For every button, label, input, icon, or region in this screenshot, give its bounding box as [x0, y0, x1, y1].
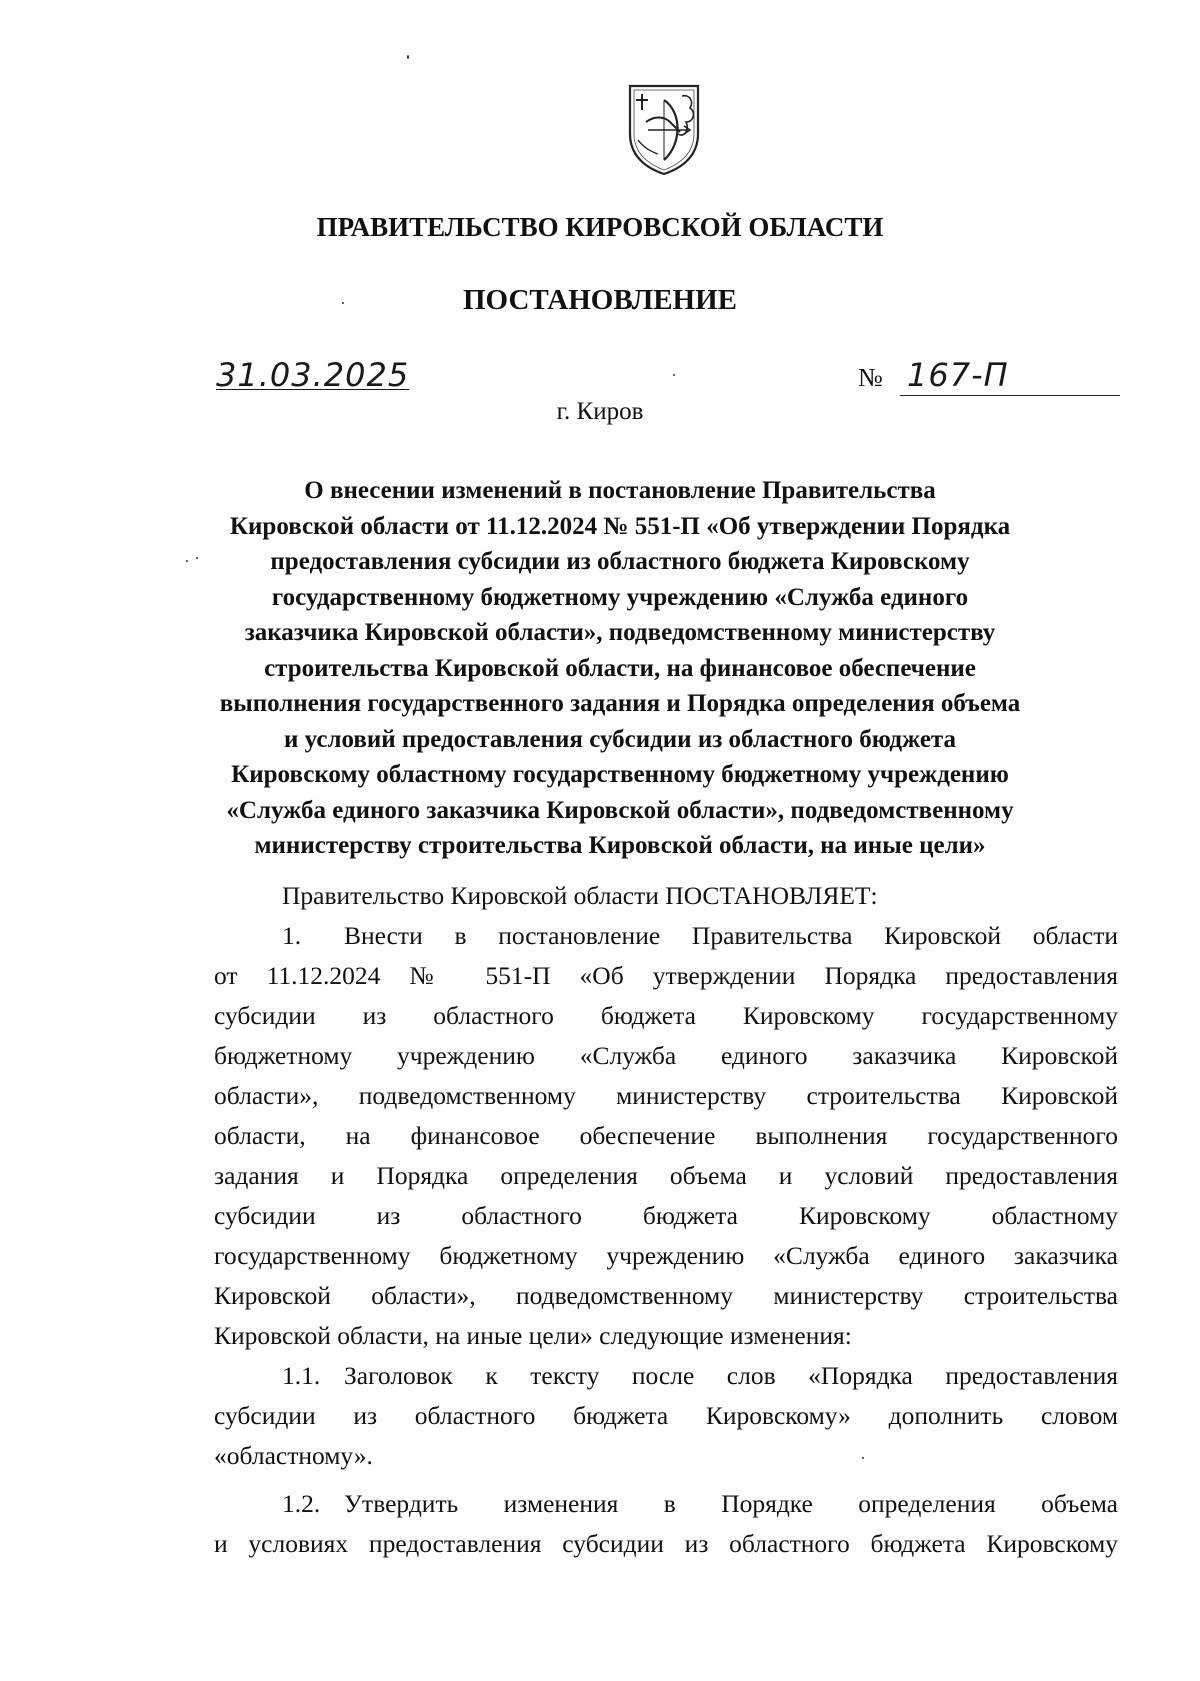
- subject-line: строительства Кировской области, на финансовое обеспечение: [264, 654, 976, 682]
- paragraph-line: Кировской области», подведомственному министерству строительства: [214, 1281, 1118, 1310]
- scan-speck: [342, 302, 344, 304]
- scan-speck: [196, 557, 198, 559]
- paragraph-line: и условиях предоставления субсидии из областного бюджета Кировскому: [214, 1529, 1118, 1558]
- document-subject: [200, 473, 1040, 864]
- paragraph-line: субсидии из областного бюджета Кировскому государственному: [214, 1001, 1118, 1030]
- subject-line: «Служба единого заказчика Кировской области», подведомственному: [226, 796, 1014, 824]
- paragraph-line: задания и Порядка определения объема и условий предоставления: [214, 1161, 1118, 1190]
- kirov-coat-of-arms-icon: [624, 82, 704, 178]
- paragraph-line: «областному».: [214, 1441, 373, 1470]
- paragraph-line: области», подведомственному министерству строительства Кировской: [214, 1081, 1118, 1110]
- subject-line: заказчика Кировской области», подведомственному министерству: [244, 619, 996, 646]
- paragraph-line: субсидии из областного бюджета Кировскому областному: [214, 1201, 1118, 1230]
- subject-line: О внесении изменений в постановление Правительства: [304, 477, 936, 504]
- paragraph-1-first-line: [214, 916, 1118, 956]
- document-date: 31.03.2025: [216, 356, 410, 394]
- body-intro: Правительство Кировской области ПОСТАНОВЛЯЕТ:: [282, 881, 878, 910]
- paragraph-number: 1.2.: [282, 1489, 321, 1518]
- paragraph-line: области, на финансовое обеспечение выполнения государственного: [214, 1121, 1118, 1150]
- subject-line: Кировской области от 11.12.2024 № 551-П «Об утверждении Порядка: [229, 512, 1011, 540]
- document-number: 167-П: [907, 356, 1009, 394]
- subject-line: Кировскому областному государственному бюджетному учреждению: [231, 761, 1009, 788]
- paragraph-line: бюджетному учреждению «Служба единого заказчика Кировской: [214, 1041, 1118, 1070]
- number-label: №: [858, 363, 883, 392]
- paragraph-text: Заголовок к тексту после слов «Порядка предоставления: [344, 1361, 1118, 1390]
- scan-speck: [673, 374, 675, 376]
- paragraph-text: Утвердить изменения в Порядке определения объема: [344, 1489, 1118, 1518]
- subject-line: предоставления субсидии из областного бюджета Кировскому: [270, 548, 970, 575]
- paragraph-line: Кировской области, на иные цели» следующие изменения:: [214, 1321, 852, 1350]
- subject-line: выполнения государственного задания и Порядка определения объема: [219, 690, 1021, 717]
- paragraph-1-2-first-line: [214, 1484, 1118, 1524]
- subject-line: и условий предоставления субсидии из областного бюджета: [283, 725, 957, 753]
- document-body: [214, 876, 1118, 1564]
- paragraph-1-1-first-line: [214, 1356, 1118, 1396]
- subject-line: министерству строительства Кировской области, на иные цели»: [254, 832, 986, 859]
- subject-line: государственному бюджетному учреждению «Служба единого: [271, 583, 969, 611]
- paragraph-number: 1.1.: [282, 1361, 321, 1390]
- scan-speck: [186, 560, 188, 562]
- city-label: г. Киров: [556, 398, 644, 425]
- paragraph-line: от 11.12.2024 № 551-П «Об утверждении Порядка предоставления: [214, 961, 1118, 990]
- scan-speck: [862, 1457, 864, 1459]
- scan-speck: [407, 55, 409, 59]
- paragraph-number: 1.: [282, 921, 302, 950]
- paragraph-text: Внести в постановление Правительства Кировской области: [344, 921, 1118, 950]
- paragraph-line: субсидии из областного бюджета Кировскому» дополнить словом: [214, 1401, 1118, 1430]
- number-underline: [900, 395, 1120, 396]
- paragraph-line: государственному бюджетному учреждению «Служба единого заказчика: [214, 1241, 1118, 1270]
- government-title: ПРАВИТЕЛЬСТВО КИРОВСКОЙ ОБЛАСТИ: [316, 212, 884, 242]
- document-type-title: ПОСТАНОВЛЕНИЕ: [462, 284, 737, 316]
